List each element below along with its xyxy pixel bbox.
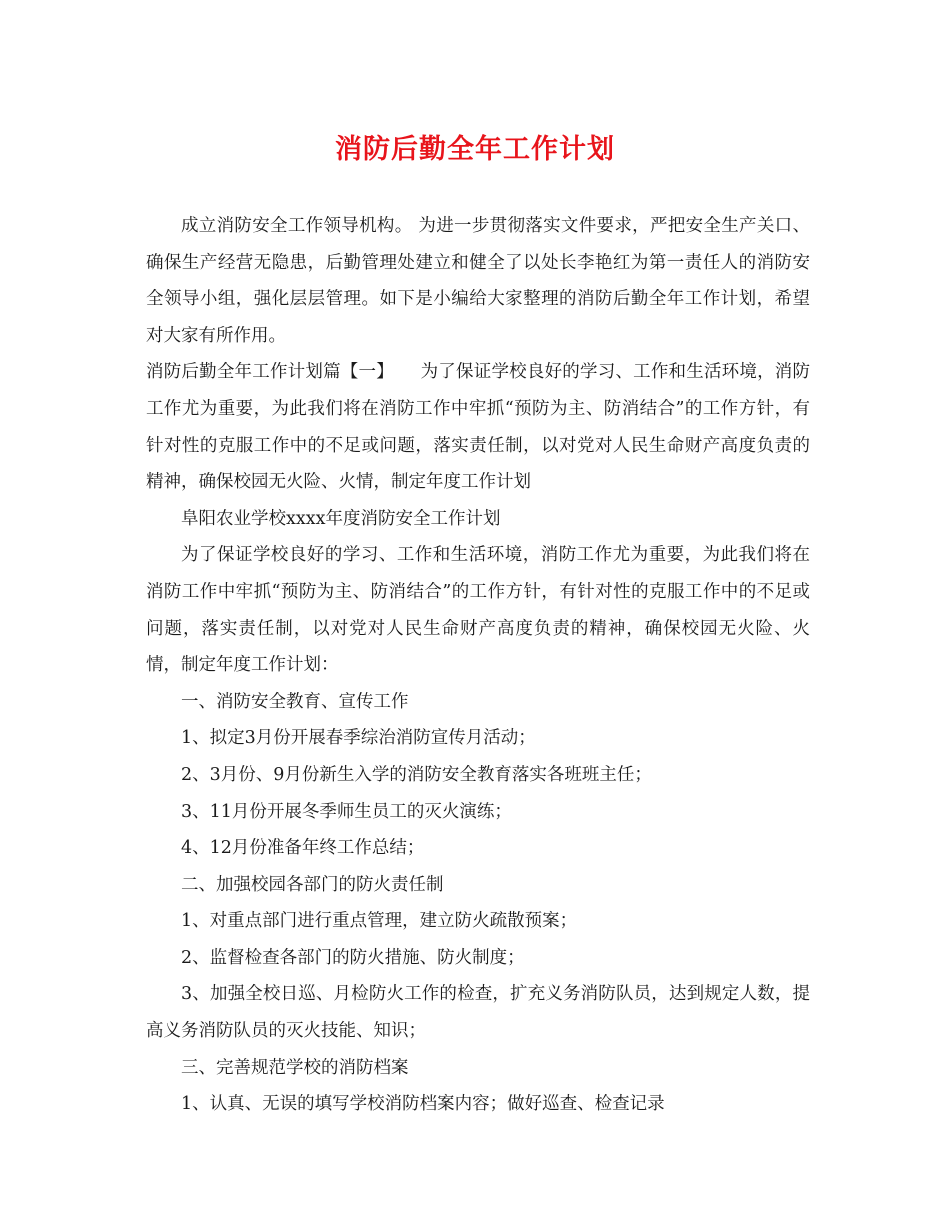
list-item: 2、监督检查各部门的防火措施、防火制度； (181, 947, 525, 968)
list-item: 3、11月份开展冬季师生员工的灭火演练； (181, 801, 512, 822)
section-paragraph-1: 消防后勤全年工作计划篇【一】 为了保证学校良好的学习、工作和生活环境，消防工作尤为重要，为此我们将在消防工作中牢抓“预防为主、防消结合”的工作方针，有针对性的克服工作中的不足或问题，落实责任制，以对党对人民生命财产高度负责的精神，确保校园无火险、火情，制定年度工作计划 (146, 362, 810, 493)
intro-paragraph: 成立消防安全工作领导机构。 为进一步贯彻落实文件要求，严把安全生产关口、确保生产经营无隐患，后勤管理处建立和健全了以处长李艳红为第一责任人的消防安全领导小组，强化层层管理。如下是小编给大家整理的消防后勤全年工作计划，希望对大家有所作用。 (146, 216, 810, 346)
section-heading-3: 三、完善规范学校的消防档案 (181, 1057, 409, 1078)
plan-intro-paragraph: 为了保证学校良好的学习、工作和生活环境，消防工作尤为重要，为此我们将在消防工作中牢抓“预防为主、防消结合”的工作方针，有针对性的克服工作中的不足或问题，落实责任制，以对党对人民生命财产高度负责的精神，确保校园无火险、火情，制定年度工作计划： (146, 545, 810, 676)
plan-subtitle: 阜阳农业学校xxxx年度消防安全工作计划 (181, 508, 501, 529)
section-heading-1: 一、消防安全教育、宣传工作 (181, 691, 409, 712)
list-item: 1、认真、无误的填写学校消防档案内容；做好巡查、检查记录 (181, 1094, 665, 1115)
document-title: 消防后勤全年工作计划 (335, 134, 615, 165)
list-item: 4、12月份准备年终工作总结； (181, 838, 425, 859)
section-heading-2: 二、加强校园各部门的防火责任制 (181, 874, 444, 895)
list-item: 3、加强全校日巡、月检防火工作的检查，扩充义务消防队员，达到规定人数，提高义务消防队员的灭火技能、知识； (146, 984, 810, 1042)
document-body (146, 208, 810, 1123)
list-item: 1、对重点部门进行重点管理，建立防火疏散预案； (181, 911, 578, 932)
list-item: 1、拟定3月份开展春季综治消防宣传月活动； (181, 728, 536, 749)
list-item: 2、3月份、9月份新生入学的消防安全教育落实各班班主任； (181, 764, 652, 785)
